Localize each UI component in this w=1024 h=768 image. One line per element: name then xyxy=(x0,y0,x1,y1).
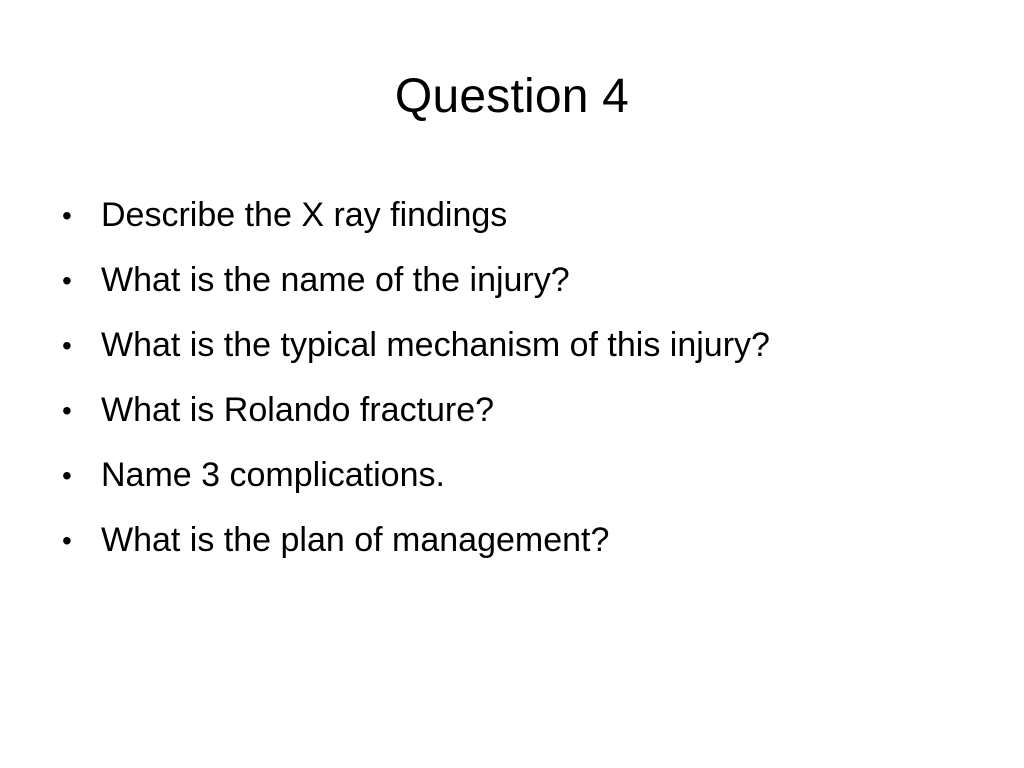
bullet-icon: • xyxy=(62,394,72,426)
bullet-icon: • xyxy=(62,524,72,556)
list-item xyxy=(58,443,998,508)
bullet-icon: • xyxy=(62,329,72,361)
bullet-icon: • xyxy=(62,264,72,296)
bullet-icon: • xyxy=(62,199,72,231)
list-item xyxy=(58,183,998,248)
bullet-text: What is the name of the injury? xyxy=(101,261,570,299)
bullet-list xyxy=(58,183,998,573)
list-item xyxy=(58,313,998,378)
bullet-text: What is the typical mechanism of this injury? xyxy=(101,326,770,364)
list-item xyxy=(58,508,998,573)
list-item xyxy=(58,248,998,313)
bullet-text: What is Rolando fracture? xyxy=(101,391,495,429)
bullet-text: What is the plan of management? xyxy=(101,521,610,559)
bullet-text: Name 3 complications. xyxy=(101,456,445,494)
bullet-icon: • xyxy=(62,459,72,491)
bullet-text: Describe the X ray findings xyxy=(101,196,508,234)
slide-title: Question 4 xyxy=(394,70,630,123)
list-item xyxy=(58,378,998,443)
